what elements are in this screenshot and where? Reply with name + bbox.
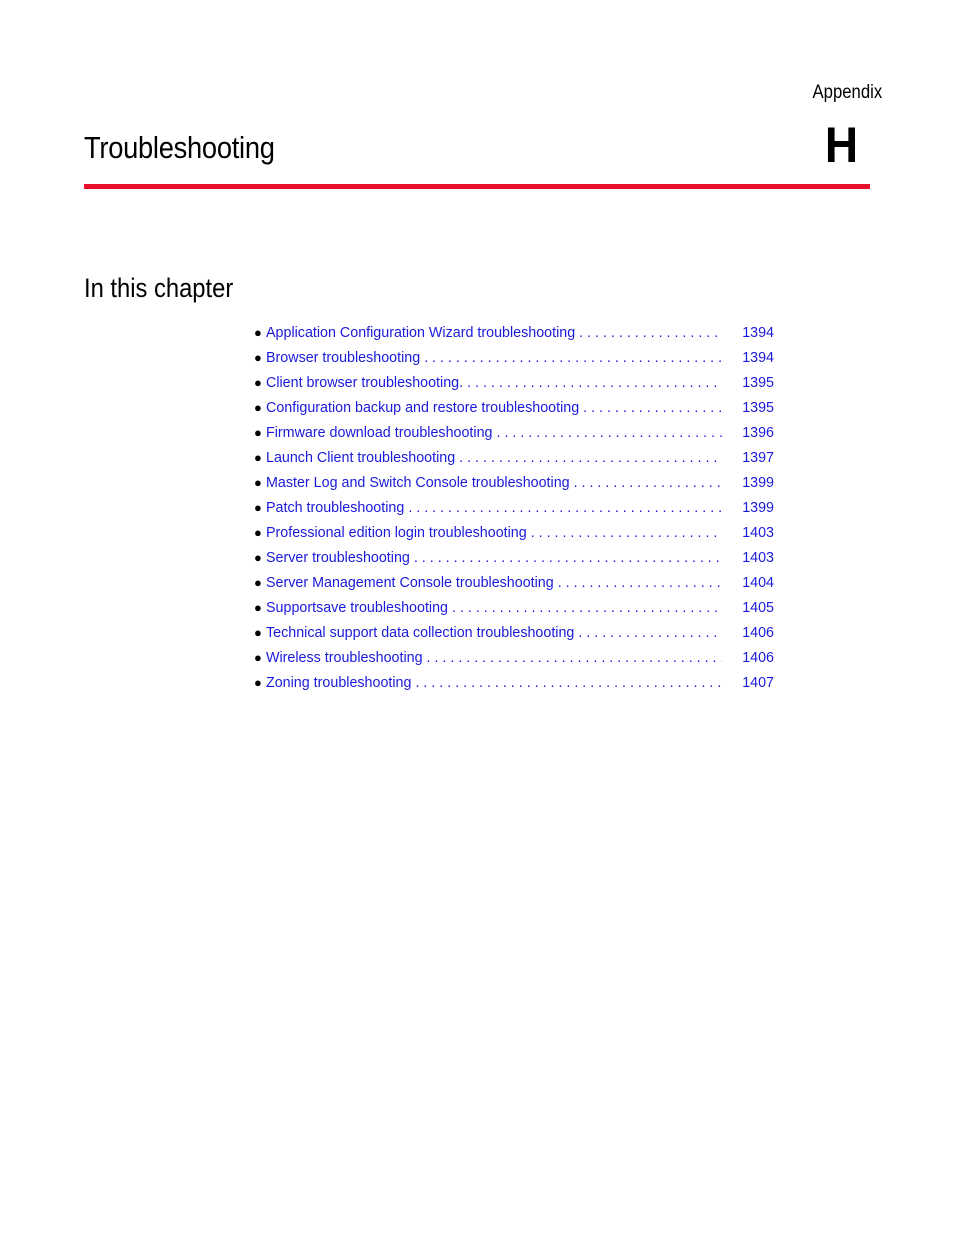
chapter-title: Troubleshooting xyxy=(84,130,275,165)
bullet-icon: ● xyxy=(254,450,262,465)
appendix-letter: H xyxy=(824,117,858,173)
toc-page-number[interactable]: 1397 xyxy=(742,449,774,466)
dot-leader xyxy=(408,500,722,516)
toc-page-number[interactable]: 1396 xyxy=(742,424,774,441)
bullet-icon: ● xyxy=(254,375,262,390)
toc-item[interactable] xyxy=(254,395,774,420)
toc-link[interactable]: Master Log and Switch Console troubleshooting xyxy=(266,474,570,491)
toc-item[interactable] xyxy=(254,445,774,470)
bullet-icon: ● xyxy=(254,650,262,665)
bullet-icon: ● xyxy=(254,600,262,615)
bullet-icon: ● xyxy=(254,400,262,415)
bullet-icon: ● xyxy=(254,500,262,515)
toc-item[interactable] xyxy=(254,645,774,670)
toc-link[interactable]: Server troubleshooting xyxy=(266,549,410,566)
bullet-icon: ● xyxy=(254,425,262,440)
dot-leader xyxy=(424,350,722,366)
toc-link[interactable]: Server Management Console troubleshooting xyxy=(266,574,554,591)
toc-link[interactable]: Browser troubleshooting xyxy=(266,349,421,366)
toc-page-number[interactable]: 1406 xyxy=(742,624,774,641)
dot-leader xyxy=(459,450,722,466)
dot-leader xyxy=(427,650,722,666)
dot-leader xyxy=(583,400,722,416)
toc-item[interactable] xyxy=(254,345,774,370)
toc-page-number[interactable]: 1394 xyxy=(742,324,774,341)
toc-page-number[interactable]: 1405 xyxy=(742,599,774,616)
dot-leader xyxy=(467,375,722,391)
toc-page-number[interactable]: 1399 xyxy=(742,474,774,491)
toc-link[interactable]: Technical support data collection troubleshooting xyxy=(266,624,575,641)
dot-leader xyxy=(531,525,722,541)
title-rule xyxy=(84,184,870,189)
toc-item[interactable] xyxy=(254,570,774,595)
toc-link[interactable]: Professional edition login troubleshooting xyxy=(266,524,527,541)
dot-leader xyxy=(574,475,722,491)
table-of-contents xyxy=(254,320,774,695)
toc-page-number[interactable]: 1395 xyxy=(742,374,774,391)
bullet-icon: ● xyxy=(254,675,262,690)
bullet-icon: ● xyxy=(254,625,262,640)
bullet-icon: ● xyxy=(254,575,262,590)
toc-item[interactable] xyxy=(254,670,774,695)
dot-leader xyxy=(452,600,722,616)
toc-link[interactable]: Client browser troubleshooting. xyxy=(266,374,464,391)
dot-leader xyxy=(415,675,722,691)
toc-link[interactable]: Application Configuration Wizard troubleshooting xyxy=(266,324,576,341)
toc-link[interactable]: Launch Client troubleshooting xyxy=(266,449,456,466)
toc-link[interactable]: Wireless troubleshooting xyxy=(266,649,423,666)
toc-page-number[interactable]: 1404 xyxy=(742,574,774,591)
toc-page-number[interactable]: 1406 xyxy=(742,649,774,666)
bullet-icon: ● xyxy=(254,325,262,340)
toc-link[interactable]: Patch troubleshooting xyxy=(266,499,405,516)
section-heading: In this chapter xyxy=(84,273,234,303)
toc-item[interactable] xyxy=(254,620,774,645)
toc-item[interactable] xyxy=(254,545,774,570)
toc-link[interactable]: Zoning troubleshooting xyxy=(266,674,412,691)
toc-item[interactable] xyxy=(254,420,774,445)
toc-item[interactable] xyxy=(254,595,774,620)
toc-item[interactable] xyxy=(254,470,774,495)
bullet-icon: ● xyxy=(254,525,262,540)
dot-leader xyxy=(497,425,723,441)
dot-leader xyxy=(578,625,722,641)
toc-page-number[interactable]: 1395 xyxy=(742,399,774,416)
toc-page-number[interactable]: 1403 xyxy=(742,524,774,541)
toc-page-number[interactable]: 1403 xyxy=(742,549,774,566)
toc-item[interactable] xyxy=(254,320,774,345)
toc-page-number[interactable]: 1399 xyxy=(742,499,774,516)
bullet-icon: ● xyxy=(254,350,262,365)
toc-item[interactable] xyxy=(254,520,774,545)
bullet-icon: ● xyxy=(254,550,262,565)
toc-page-number[interactable]: 1407 xyxy=(742,674,774,691)
toc-link[interactable]: Configuration backup and restore troubleshooting xyxy=(266,399,580,416)
bullet-icon: ● xyxy=(254,475,262,490)
dot-leader xyxy=(414,550,722,566)
dot-leader xyxy=(579,325,722,341)
toc-link[interactable]: Firmware download troubleshooting xyxy=(266,424,493,441)
dot-leader xyxy=(558,575,722,591)
toc-item[interactable] xyxy=(254,370,774,395)
appendix-label: Appendix xyxy=(812,82,882,103)
toc-link[interactable]: Supportsave troubleshooting xyxy=(266,599,449,616)
toc-page-number[interactable]: 1394 xyxy=(742,349,774,366)
toc-item[interactable] xyxy=(254,495,774,520)
